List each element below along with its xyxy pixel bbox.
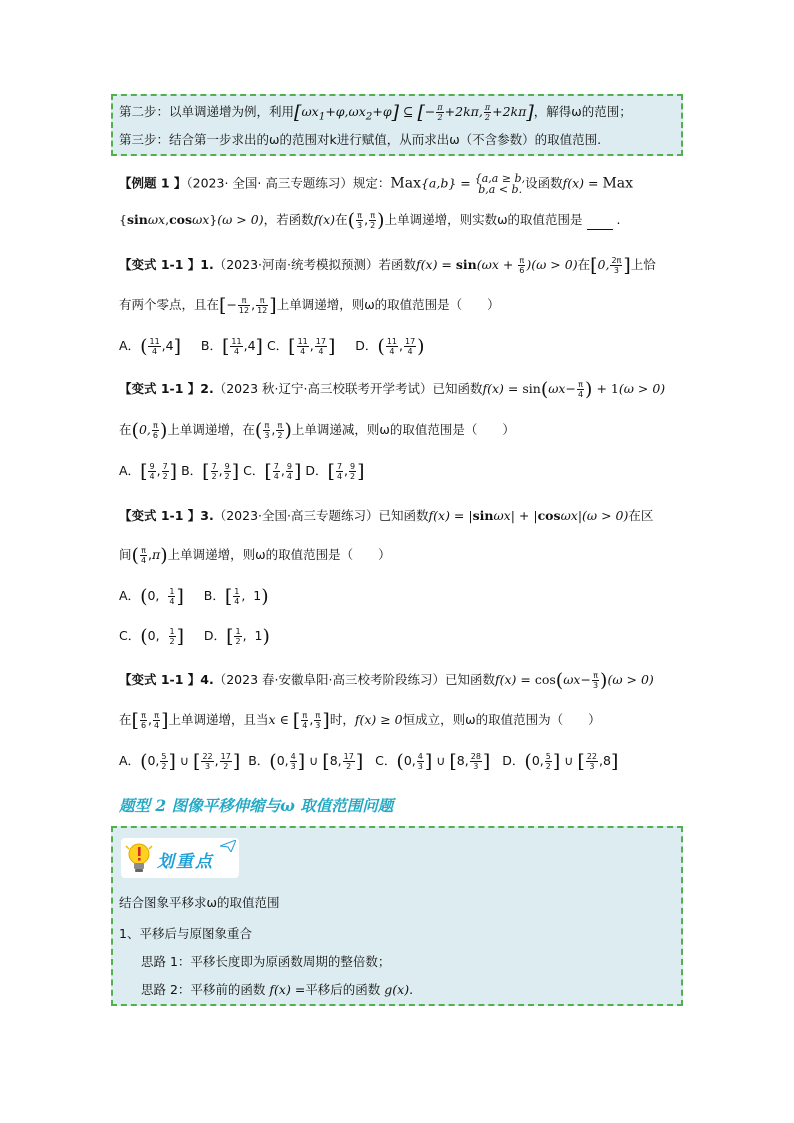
v3-option-a[interactable]: A．(0, $\frac{1}{4}$ ] bbox=[119, 585, 184, 608]
v3-option-d[interactable]: D．[ $\frac{1}{2}$ , 1) bbox=[203, 625, 270, 648]
v3-options-ab bbox=[119, 587, 269, 606]
v1-option-c[interactable]: C．[ $\frac{11}{4}$ , $\frac{17}{4}$ ] bbox=[266, 335, 336, 358]
answer-blank bbox=[587, 217, 613, 230]
badge-label: 划重点 bbox=[157, 852, 214, 872]
example1-line1: 【例题 1 】（2023· 全国· 高三专题练习）规定：Max{a,b} = {a,a ≥ b, b,a < b. 设函数f(x) = Max bbox=[119, 172, 634, 196]
lightbulb-icon bbox=[125, 842, 153, 874]
v1-options bbox=[119, 337, 425, 356]
v1-line2: 有两个零点，且在[− $\frac{\pi}{12}$ , $\frac{\pi}{12}$ ]上单调递增，则ω的取值范围是（ ） bbox=[119, 294, 500, 317]
kp-line2: 1、平移后与原图象重合 bbox=[119, 926, 252, 941]
v4-option-c[interactable]: C．(0, $\frac{4}{3}$ ] ∪ [8, $\frac{28}{3}$ ] bbox=[375, 750, 491, 773]
paper-plane-icon bbox=[220, 840, 236, 852]
v2-option-d[interactable]: D．[ $\frac{7}{4}$ , $\frac{9}{2}$ ] bbox=[305, 460, 365, 483]
kp-line3: 思路 1：平移长度即为原函数周期的整倍数； bbox=[141, 954, 391, 969]
v4-line2: 在[ $\frac{\pi}{6}$ , $\frac{\pi}{4}$ ]上单调递增，且当x ∈ [ $\frac{\pi}{4}$ , $\frac{\pi}{3}$ ]时，f(x) ≥ 0恒成立，则ω的取值范围为（ ） bbox=[119, 709, 601, 732]
v2-option-a[interactable]: A．[ $\frac{9}{4}$ , $\frac{7}{2}$ ] bbox=[119, 460, 178, 483]
v4-line1: 【变式 1-1 】4.（2023 春·安徽阜阳·高三校考阶段练习）已知函数f(x) = cos(ωx− $\frac{\pi}{3}$ )(ω > 0) bbox=[119, 669, 654, 692]
v3-line1: 【变式 1-1 】3.（2023·全国·高三专题练习）已知函数f(x) = |sinωx| + |cosωx|(ω > 0)在区 bbox=[119, 508, 654, 523]
v2-option-c[interactable]: C．[ $\frac{7}{4}$ , $\frac{9}{4}$ ] bbox=[243, 460, 302, 483]
v2-line2: 在(0, $\frac{\pi}{6}$ )上单调递增，在( $\frac{\pi}{3}$ , $\frac{\pi}{2}$ )上单调递减，则ω的取值范围是（ ） bbox=[119, 419, 515, 442]
v1-option-b[interactable]: B．[ $\frac{11}{4}$ ,4] bbox=[200, 335, 263, 358]
v2-option-b[interactable]: B．[ $\frac{7}{2}$ , $\frac{9}{2}$ ] bbox=[181, 460, 240, 483]
v3-line2: 间( $\frac{\pi}{4}$ ,π)上单调递增，则ω的取值范围是（ ） bbox=[119, 544, 391, 567]
example1-line2: {sinωx,cosωx}(ω > 0)，若函数f(x)在( $\frac{\pi}{3}$ , $\frac{\pi}{2}$ )上单调递增，则实数ω的取值范围是 . bbox=[119, 209, 621, 232]
v1-option-d[interactable]: D．( $\frac{11}{4}$ , $\frac{17}{4}$ ) bbox=[355, 335, 425, 358]
v1-line1: 【变式 1-1 】1.（2023·河南·统考模拟预测）若函数f(x) = sin(ωx + $\frac{\pi}{6}$ )(ω > 0)在[0, $\frac{2\pi}{3}$ ]上恰 bbox=[119, 254, 656, 277]
section-heading: 题型 2 图像平移伸缩与ω 取值范围问题 bbox=[119, 796, 394, 815]
v3-option-b[interactable]: B．[ $\frac{1}{4}$ , 1) bbox=[203, 585, 269, 608]
v4-option-b[interactable]: B．(0, $\frac{4}{3}$ ] ∪ [8, $\frac{17}{2}$ ] bbox=[248, 750, 364, 773]
v3-option-c[interactable]: C．(0, $\frac{1}{2}$ ] bbox=[119, 625, 185, 648]
v1-option-a[interactable]: A．( $\frac{11}{4}$ ,4] bbox=[119, 335, 182, 358]
key-point-badge bbox=[121, 838, 239, 878]
v2-options bbox=[119, 462, 365, 481]
kp-line4: 思路 2：平移前的函数 f(x) =平移后的函数 g(x). bbox=[141, 982, 414, 997]
v2-line1: 【变式 1-1 】2.（2023 秋·辽宁·高三校联考开学考试）已知函数f(x) = sin(ωx− $\frac{\pi}{4}$ ) + 1(ω > 0) bbox=[119, 378, 666, 401]
v4-options bbox=[119, 752, 618, 771]
kp-line1: 结合图象平移求ω的取值范围 bbox=[119, 895, 280, 910]
step2-formula: $[\omega x_1+\varphi,\omega x_2+\varphi]$ ⊆ [− $\frac{\pi}{2}$ +2kπ, $\frac{\pi}{2}$ +2kπ] bbox=[294, 101, 534, 124]
v4-option-a[interactable]: A．(0, $\frac{5}{2}$ ] ∪ [ $\frac{22}{3}$ , $\frac{17}{2}$ ] bbox=[119, 750, 241, 773]
v3-options-cd bbox=[119, 627, 270, 646]
tip-step2: 第二步：以单调递增为例，利用$[\omega x_1+\varphi,\omega x_2+\varphi]$ ⊆ [− $\frac{\pi}{2}$ +2kπ, $\frac{\pi}{2}$ +2kπ]，解得ω的范围； bbox=[119, 101, 632, 124]
tip-step3: 第三步：结合第一步求出的ω的范围对k进行赋值，从而求出ω（不含参数）的取值范围. bbox=[119, 132, 602, 147]
v4-option-d[interactable]: D．(0, $\frac{5}{2}$ ] ∪ [ $\frac{22}{3}$ ,8] bbox=[502, 750, 619, 773]
